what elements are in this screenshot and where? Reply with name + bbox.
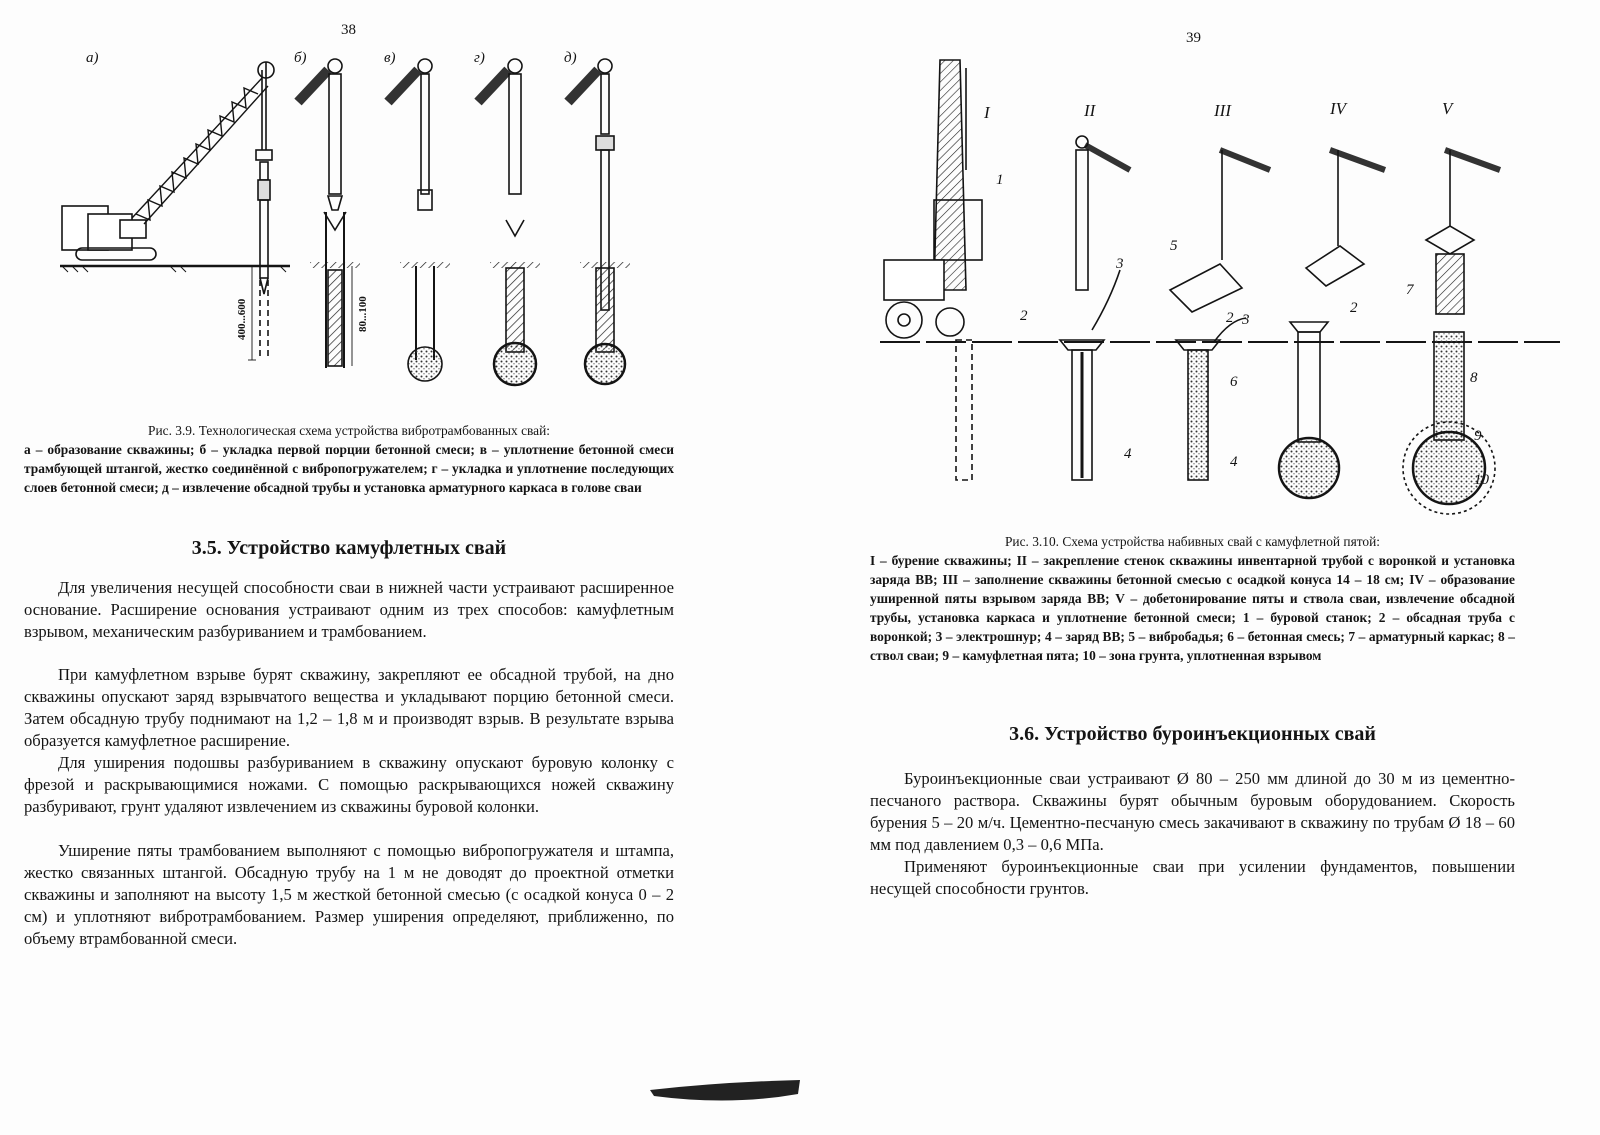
caption-body: а – образование скважины; б – укладка первой порции бетонной смеси; в – уплотнение бетонной смеси трамбующей штангой, жестко соединённой с вибропогружателем; г – укладка и уплотнение последующих слоев бетонной смеси; д – извлечение обсадной трубы и установка арматурного каркаса в голове сваи <box>24 442 674 495</box>
callout-2c: 2 <box>1350 300 1358 316</box>
caption-body: I – бурение скважины; II – закрепление стенок скважины инвентарной трубой с воронкой и установка заряда ВВ; III – заполнение скважины бетонной смесью с осадкой конуса 14 – 18 см; IV – образование уширенной пяты взрывом заряда ВВ; V – добетонирование пяты и ствола сваи, извлечение обсадной трубы, установка каркаса и уплотнение бетонной смеси; 1 – буровой станок; 2 – обсадная труба с воронкой; 3 – электрошнур; 4 – заряд ВВ; 5 – вибробадья; 6 – бетонная смесь; 7 – арматурный каркас; 8 – ствол сваи; 9 – камуфлетная пята; 10 – зона грунта, уплотненная взрывом <box>870 553 1515 663</box>
fig-label-e: д) <box>564 50 577 66</box>
callout-6: 6 <box>1230 374 1238 390</box>
section-heading-3-6: 3.6. Устройство буроинъекционных свай <box>1009 723 1376 745</box>
stage-label-IV: IV <box>1330 99 1347 118</box>
fig-label-a: а) <box>86 50 99 66</box>
stage-label-V: V <box>1442 99 1453 118</box>
paragraph-3: Для уширения подошвы разбуриванием в скважину опускают буровую колонку с фрезой и раскрывающимися ножами. С помощью раскрывающихся ножей скважину разбуривают, грунт удаляют извлечением из скважины буровой колонки. <box>24 753 674 816</box>
callout-8: 8 <box>1470 370 1478 386</box>
dim-label-1: 400...600 <box>236 298 248 340</box>
callout-7: 7 <box>1406 282 1414 298</box>
callout-4: 4 <box>1124 446 1132 462</box>
figure-caption-3-9 <box>24 421 674 497</box>
paragraph-1: Буроинъекционные сваи устраивают Ø 80 – 250 мм длиной до 30 м из цементно-песчаного раствора. Скважины бурят обычным буровым оборудованием. Скорость бурения 5 – 20 м/ч. Цементно-песчаную смесь закачивают в скважину по трубам Ø 18 – 60 мм под давлением 0,3 – 0,6 МПа. <box>870 769 1515 854</box>
figure-3-9 <box>40 40 700 410</box>
callout-5: 5 <box>1170 238 1178 254</box>
scan-smudge <box>650 1080 800 1108</box>
page-number-right: 39 <box>1186 30 1201 46</box>
caption-title: Рис. 3.10. Схема устройства набивных свай с камуфлетной пятой: <box>1004 534 1381 549</box>
fig-label-b: б) <box>294 50 307 66</box>
paragraph-1: Для увеличения несущей способности сваи в нижней части устраивают расширенное основание. Расширение основания устраивают одним из трех способов: камуфлетным взрывом, механическим разбуриванием и трамбованием. <box>24 578 674 641</box>
stage-label-II: II <box>1084 101 1096 120</box>
page-number-left: 38 <box>341 22 356 38</box>
callout-3: 3 <box>1116 256 1124 272</box>
figure-3-10 <box>870 50 1570 520</box>
dim-label-2: 80...100 <box>357 296 369 332</box>
paragraph-2: При камуфлетном взрыве бурят скважину, закрепляют ее обсадной трубой, на дно скважины опускают заряд взрывчатого вещества и укладывают порцию бетонной смеси. Затем обсадную трубу поднимают на 1,2 – 1,8 м и производят взрыв. В результате взрыва образуется камуфлетное расширение. <box>24 665 674 750</box>
stage-label-I: I <box>984 103 990 122</box>
callout-10: 10 <box>1474 472 1489 488</box>
paragraph-2: Применяют буроинъекционные сваи при усилении фундаментов, повышении несущей способности грунтов. <box>870 857 1515 898</box>
callout-9: 9 <box>1474 428 1482 444</box>
caption-title: Рис. 3.9. Технологическая схема устройства вибротрамбованных свай: <box>148 423 550 438</box>
fig-label-d: г) <box>474 50 485 66</box>
figure-caption-3-10 <box>870 532 1515 665</box>
callout-2b: 2 <box>1226 310 1234 326</box>
paragraph-4: Уширение пяты трамбованием выполняют с помощью вибропогружателя и штампа, жестко связанных штангой. Обсадную трубу на 1 м не доводят до проектной отметки скважины и заполняют на высоту 1,5 м жесткой бетонной смесью (с осадкой конуса 0 – 2 см) и уплотняют вибротрамбованием. Размер уширения определяют, приближенно, по объему втрамбованной смеси. <box>24 841 674 948</box>
section-heading-3-5: 3.5. Устройство камуфлетных свай <box>191 537 507 559</box>
callout-3b: 3 <box>1242 312 1250 328</box>
callout-2: 2 <box>1020 308 1028 324</box>
stage-label-III: III <box>1214 101 1231 120</box>
callout-1: 1 <box>996 172 1004 188</box>
fig-label-c: в) <box>384 50 396 66</box>
callout-4b: 4 <box>1230 454 1238 470</box>
